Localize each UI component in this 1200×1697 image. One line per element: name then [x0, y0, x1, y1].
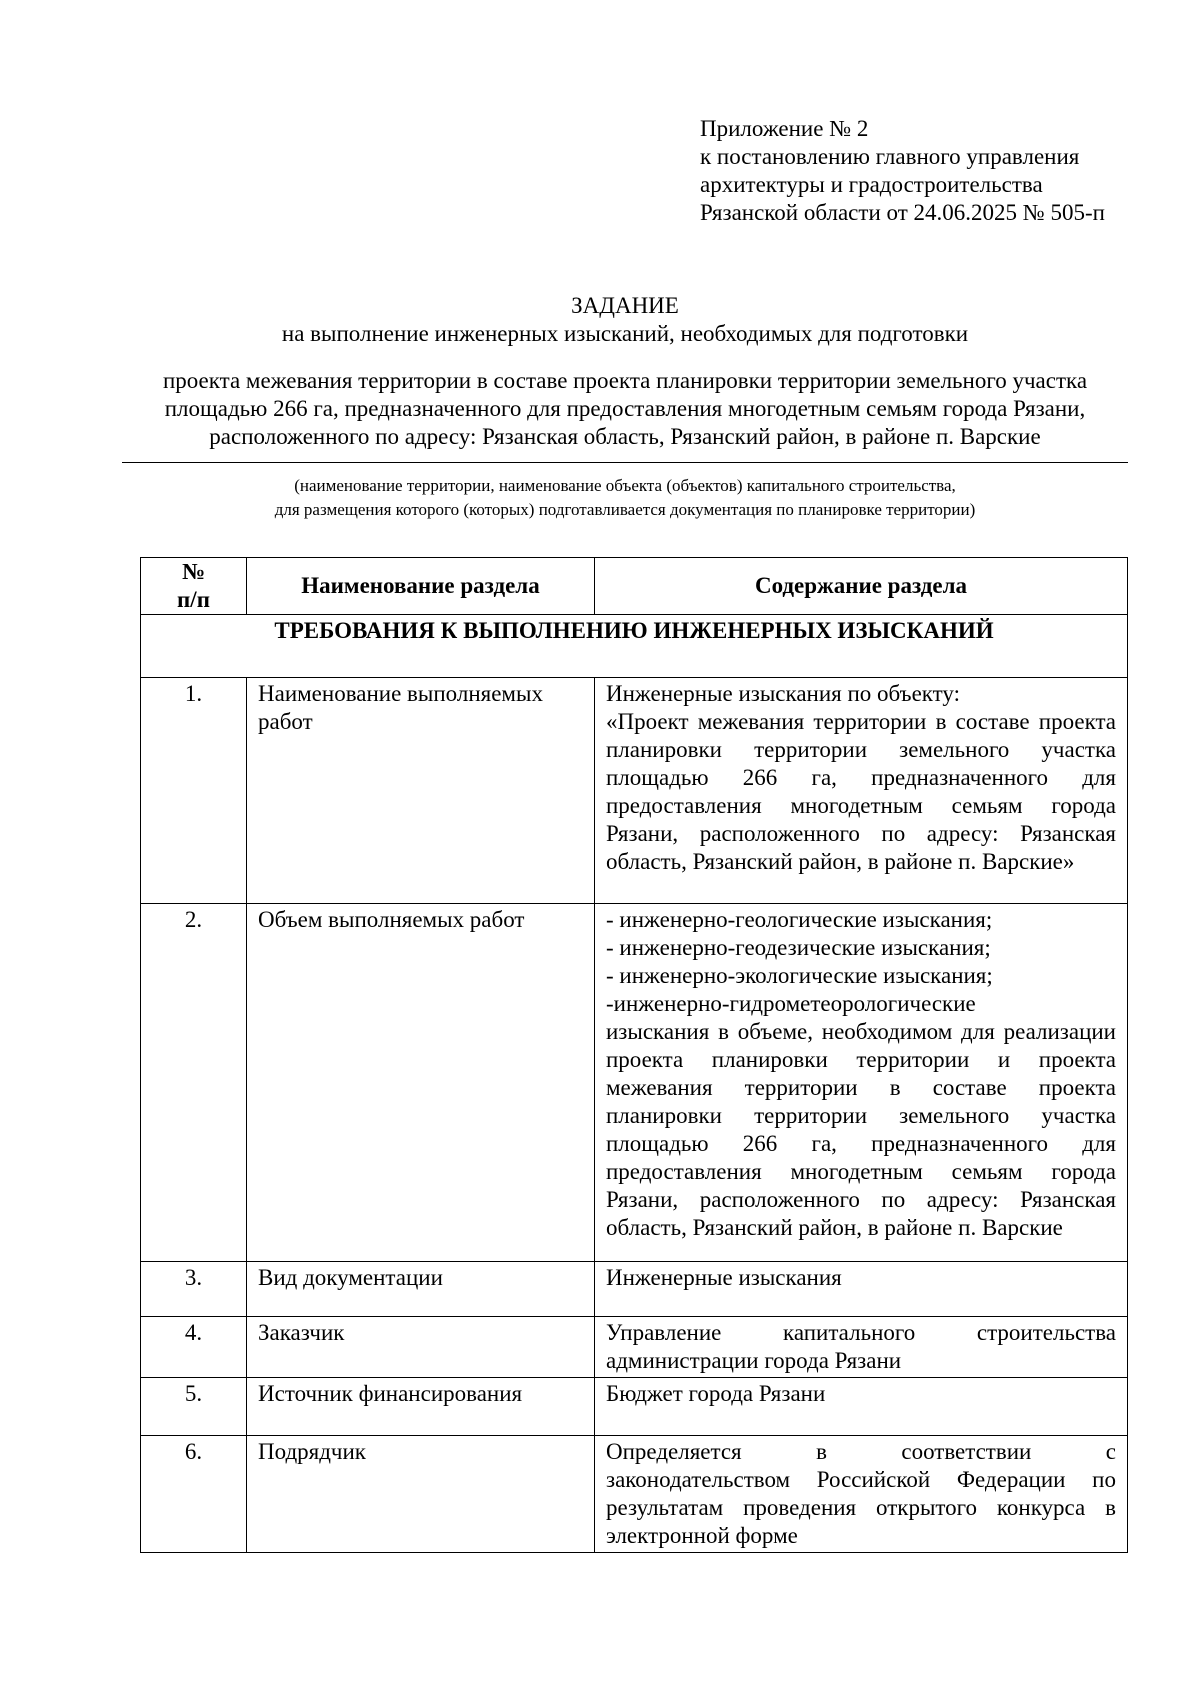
- row-content: [595, 1436, 1128, 1553]
- underline-rule: [122, 462, 1128, 463]
- table-row: [141, 1378, 1128, 1436]
- row-list-item: - инженерно-экологические изыскания;: [606, 963, 993, 988]
- explanatory-note: [0, 474, 1200, 522]
- subject-block: [0, 367, 1200, 451]
- table-row: [141, 678, 1128, 904]
- requirements-table: [140, 557, 1128, 1553]
- row-name: Объем выполняемых работ: [247, 904, 595, 1262]
- row-content: [595, 678, 1128, 904]
- title-heading: ЗАДАНИЕ: [571, 293, 679, 318]
- row-number: 5.: [141, 1378, 247, 1436]
- subject-line: проекта межевания территории в составе проекта планировки территории земельного участка: [162, 368, 1088, 393]
- appendix-block: [700, 115, 1105, 227]
- row-content-intro: Инженерные изыскания по объекту:: [606, 681, 960, 706]
- row-name: Источник финансирования: [247, 1378, 595, 1436]
- appendix-line: к постановлению главного управления: [700, 144, 1080, 169]
- row-content-text: законодательством Российской Федерации по результатам проведения открытого конкурса в электронной форме: [606, 1467, 1116, 1548]
- row-content: Инженерные изыскания: [595, 1262, 1128, 1317]
- row-content: [595, 904, 1128, 1262]
- appendix-line: архитектуры и градостроительства: [700, 172, 1043, 197]
- row-number: 2.: [141, 904, 247, 1262]
- row-list-item: -инженерно-гидрометеорологические: [606, 991, 976, 1016]
- row-content-text: изыскания в объеме, необходимом для реализации проекта планировки территории и проекта межевания территории в составе проекта планировки территории земельного участка площадью 266 га, предназначенного для предоставления многодетным семьям города Рязани, расположенного по адресу: Рязанская область, Рязанский район, в районе п. Варские: [606, 1019, 1116, 1240]
- header-section-name: Наименование раздела: [247, 558, 595, 615]
- title-subheading: на выполнение инженерных изысканий, необходимых для подготовки: [281, 321, 969, 346]
- note-line: (наименование территории, наименование объекта (объектов) капитального строительства,: [294, 476, 956, 495]
- table-row: [141, 1262, 1128, 1317]
- header-number-symbol: №: [181, 559, 206, 584]
- row-number: 6.: [141, 1436, 247, 1553]
- header-section-content: Содержание раздела: [595, 558, 1128, 615]
- note-line: для размещения которого (которых) подготавливается документация по планировке территории): [274, 500, 976, 519]
- table-row: [141, 904, 1128, 1262]
- appendix-line: Приложение № 2: [700, 116, 869, 141]
- appendix-line: Рязанской области от 24.06.2025 № 505-п: [700, 200, 1105, 225]
- row-name: Заказчик: [247, 1317, 595, 1378]
- row-content-first-line: Определяется в соответствии с: [606, 1439, 1116, 1464]
- section-title-row: [141, 615, 1128, 678]
- row-content-text: «Проект межевания территории в составе проекта планировки территории земельного участка площадью 266 га, предназначенного для предоставления многодетным семьям города Рязани, расположенного по адресу: Рязанская область, Рязанский район, в районе п. Варские»: [606, 709, 1116, 874]
- row-name: Вид документации: [247, 1262, 595, 1317]
- row-name: Наименование выполняемых работ: [247, 678, 595, 904]
- row-list-item: - инженерно-геодезические изыскания;: [606, 935, 991, 960]
- header-number: [141, 558, 247, 615]
- header-number-abbrev: п/п: [177, 587, 210, 612]
- row-number: 3.: [141, 1262, 247, 1317]
- row-content: Управление капитального строительства администрации города Рязани: [595, 1317, 1128, 1378]
- table-header-row: [141, 558, 1128, 615]
- row-number: 1.: [141, 678, 247, 904]
- subject-line: площадью 266 га, предназначенного для предоставления многодетным семьям города Рязани,: [164, 396, 1086, 421]
- row-number: 4.: [141, 1317, 247, 1378]
- table-row: [141, 1317, 1128, 1378]
- subject-line: расположенного по адресу: Рязанская область, Рязанский район, в районе п. Варские: [209, 424, 1041, 449]
- row-content: Бюджет города Рязани: [595, 1378, 1128, 1436]
- section-title: ТРЕБОВАНИЯ К ВЫПОЛНЕНИЮ ИНЖЕНЕРНЫХ ИЗЫСКАНИЙ: [141, 615, 1128, 678]
- table-row: [141, 1436, 1128, 1553]
- row-name: Подрядчик: [247, 1436, 595, 1553]
- row-list-item: - инженерно-геологические изыскания;: [606, 907, 993, 932]
- document-title: [0, 292, 1200, 348]
